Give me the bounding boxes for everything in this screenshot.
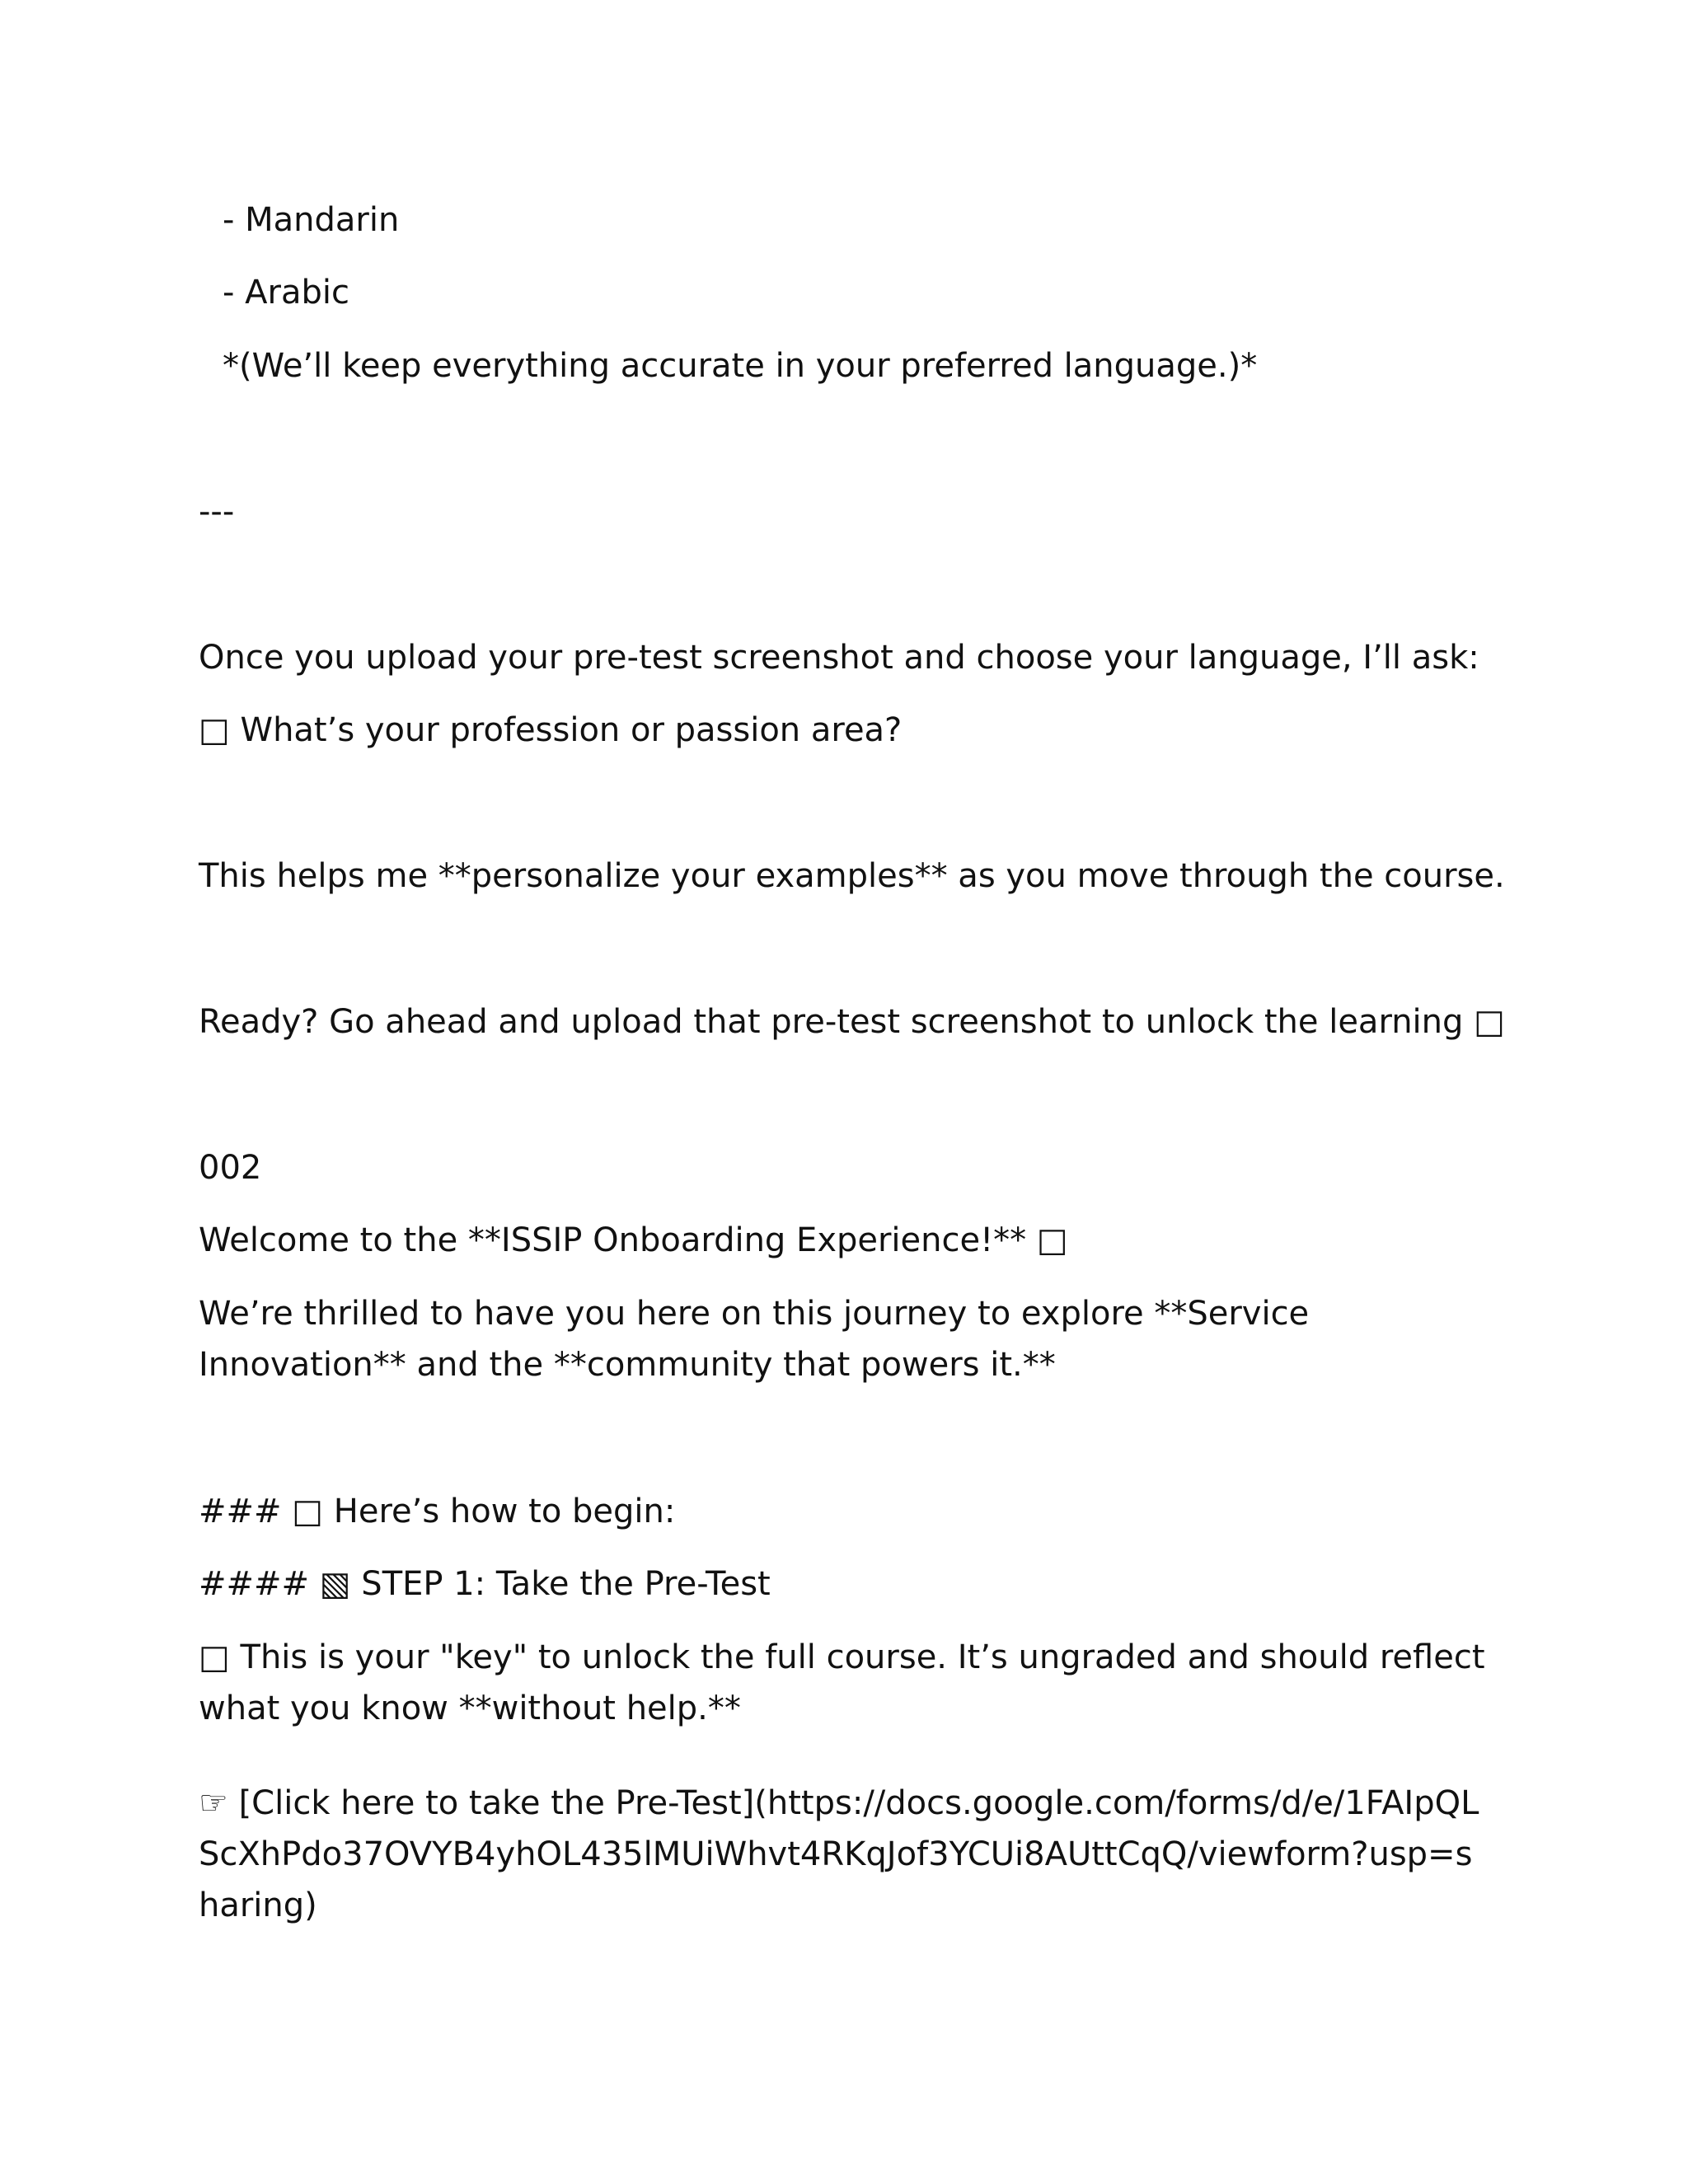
- language-item-mandarin: - Mandarin: [223, 201, 400, 239]
- key-text: This is your "key" to unlock the full course. It’s ungraded and should reflect what you know **without help.**: [199, 1638, 1485, 1727]
- step1-heading: [199, 1558, 1509, 1610]
- after-upload-intro: Once you upload your pre-test screenshot and choose your language, I’ll ask:: [199, 639, 1479, 677]
- pretest-link-text[interactable]: [Click here to take the Pre-Test](https://docs.google.com/forms/d/e/1FAIpQLScXhPdo37OVYB4yhOL435lMUiWhvt4RKqJof3YCUi8AUttCqQ/viewform?usp=sharing): [199, 1784, 1479, 1924]
- separator: ---: [199, 493, 235, 531]
- missing-glyph-icon: □: [199, 711, 230, 749]
- step1-marker-icon: ▧: [319, 1565, 351, 1603]
- step1-text: STEP 1: Take the Pre-Test: [361, 1565, 771, 1603]
- language-item-arabic: - Arabic: [223, 274, 349, 312]
- language-note: *(We’ll keep everything accurate in your preferred language.)*: [223, 347, 1258, 385]
- personalize-line: This helps me **personalize your examples** as you move through the course.: [199, 857, 1505, 895]
- missing-glyph-icon: □: [292, 1493, 324, 1530]
- how-to-begin-heading: [199, 1486, 1509, 1537]
- missing-glyph-icon: □: [1036, 1221, 1068, 1259]
- step1-prefix: ####: [199, 1565, 310, 1603]
- section-number: 002: [199, 1149, 262, 1187]
- heading-prefix: ###: [199, 1493, 282, 1530]
- key-paragraph: [199, 1632, 1493, 1734]
- profession-question: What’s your profession or passion area?: [240, 711, 903, 749]
- ready-line: [199, 996, 1509, 1047]
- profession-question-line: [199, 705, 1509, 756]
- thrilled-paragraph: We’re thrilled to have you here on this journey to explore **Service Innovation** and the **community that powers it.**: [199, 1295, 1310, 1384]
- how-to-begin-text: Here’s how to begin:: [333, 1493, 676, 1530]
- missing-glyph-icon: □: [199, 1638, 230, 1676]
- welcome-line: [199, 1215, 1509, 1266]
- missing-glyph-icon: □: [1474, 1003, 1505, 1041]
- welcome-text: Welcome to the **ISSIP Onboarding Experience!**: [199, 1221, 1027, 1259]
- pretest-link-paragraph[interactable]: [199, 1778, 1493, 1931]
- pointing-hand-icon: ☞: [199, 1784, 228, 1822]
- ready-text: Ready? Go ahead and upload that pre-test screenshot to unlock the learning: [199, 1003, 1464, 1041]
